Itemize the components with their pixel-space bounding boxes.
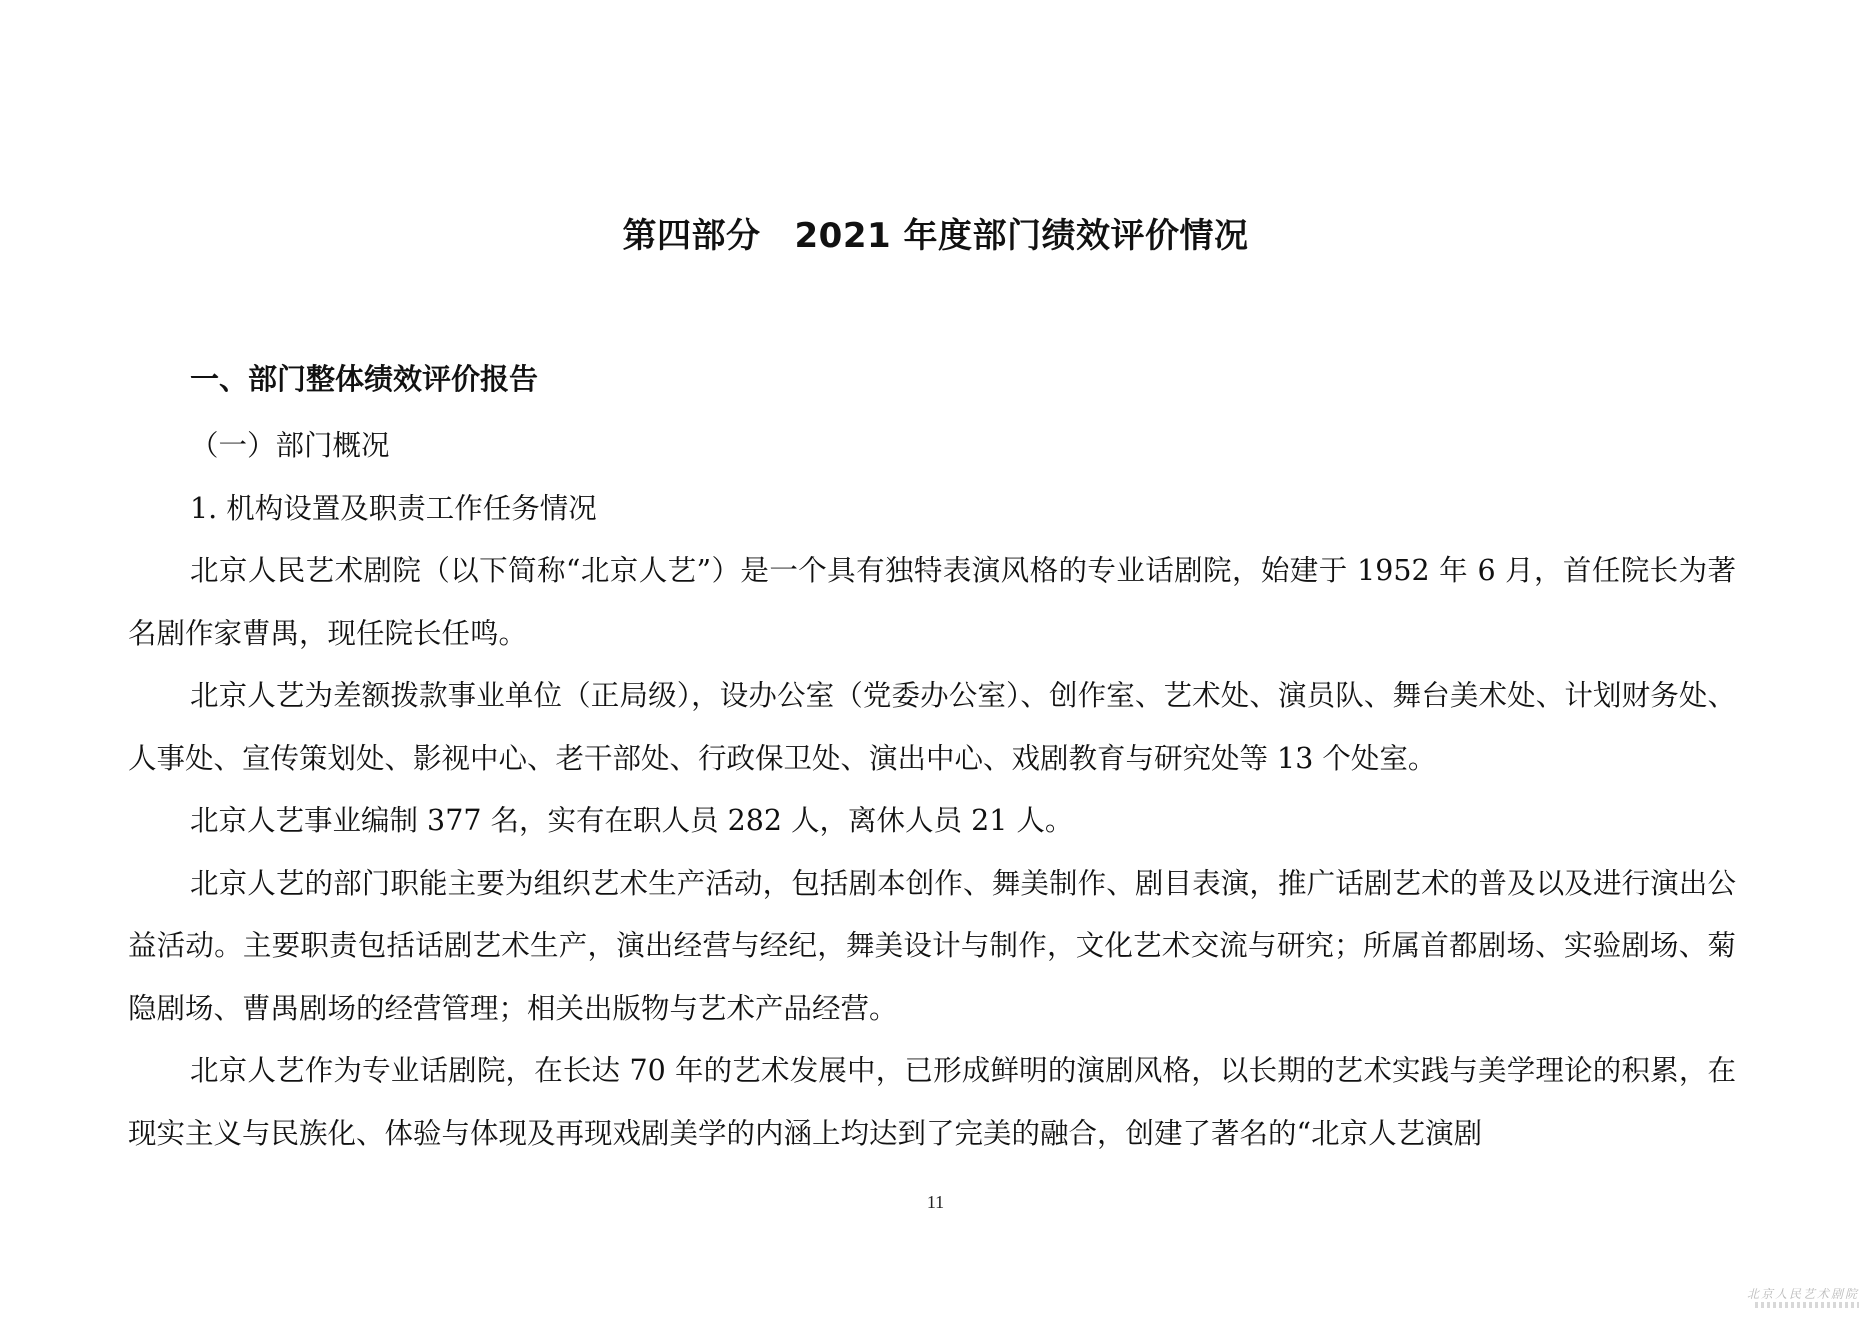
paragraph-staffing: 北京人艺事业编制 377 名，实有在职人员 282 人，离休人员 21 人。 [190,804,1074,837]
watermark-underline [1755,1302,1859,1308]
paragraph-structure: 北京人艺为差额拨款事业单位（正局级），设办公室（党委办公室）、创作室、艺术处、演员队、舞台美术处、计划财务处、人事处、宣传策划处、影视中心、老干部处、行政保卫处、演出中心、戏剧教育与研究处等 13 个处室。 [128,679,1736,775]
item-heading: 1. 机构设置及职责工作任务情况 [190,491,597,525]
title-main-label: 2021 年度部门绩效评价情况 [794,216,1249,256]
page-number: 11 [926,1192,945,1212]
paragraph-functions: 北京人艺的部门职能主要为组织艺术生产活动，包括剧本创作、舞美制作、剧目表演，推广话剧艺术的普及以及进行演出公益活动。主要职责包括话剧艺术生产，演出经营与经纪，舞美设计与制作，文化艺术交流与研究；所属首都剧场、实验剧场、菊隐剧场、曹禺剧场的经营管理；相关出版物与艺术产品经营。 [128,866,1736,1025]
title-part-label: 第四部分 [622,216,761,256]
document-body [128,415,1736,1165]
watermark-text: 北京人民艺术剧院 [1746,1287,1859,1301]
paragraph-style: 北京人艺作为专业话剧院，在长达 70 年的艺术发展中，已形成鲜明的演剧风格，以长期的艺术实践与美学理论的积累，在现实主义与民族化、体验与体现及再现戏剧美学的内涵上均达到了完美的融合，创建了著名的“北京人艺演剧 [128,1054,1736,1150]
section-heading: 一、部门整体绩效评价报告 [190,362,539,396]
watermark-logo [1746,1285,1859,1315]
subsection-heading: （一）部门概况 [190,429,390,462]
page-title [0,208,1871,257]
paragraph-history: 北京人民艺术剧院（以下简称“北京人艺”）是一个具有独特表演风格的专业话剧院，始建于 1952 年 6 月，首任院长为著名剧作家曹禺，现任院长任鸣。 [128,554,1736,650]
